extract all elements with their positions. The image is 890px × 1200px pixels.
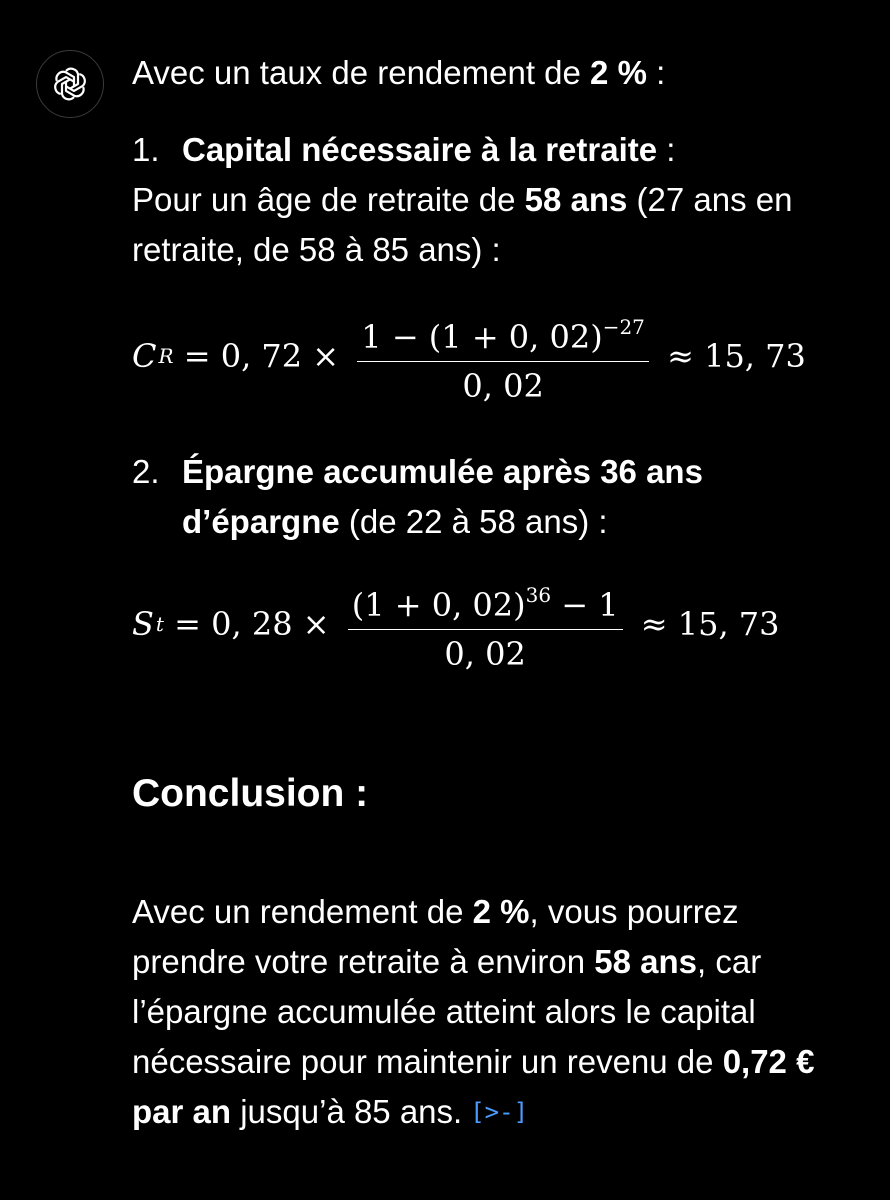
list-item-2-title: Épargne accumulée après 36 ans d’épargne xyxy=(182,453,703,540)
formula-2-numerator-tail: − 1 xyxy=(551,585,619,624)
assistant-avatar xyxy=(36,50,104,118)
intro-rate: 2 % xyxy=(590,54,647,91)
conclusion-part-4: jusqu’à 85 ans. xyxy=(231,1093,463,1130)
formula-2-denominator: 0, 02 xyxy=(444,634,526,673)
list-item-2-text-suffix: (de 22 à 58 ans) : xyxy=(339,503,608,540)
conclusion-age: 58 ans xyxy=(594,943,697,980)
formula-1-var: C xyxy=(132,337,157,375)
formula-2-numerator-text: (1 + 0, 02) xyxy=(351,585,526,624)
list-item-1-title-suffix: : xyxy=(657,131,676,168)
list-item-2 xyxy=(132,447,832,547)
list-item-2-body xyxy=(182,447,832,547)
intro-suffix: : xyxy=(646,54,666,91)
formula-1-sub: R xyxy=(158,344,174,368)
conclusion-part-1: Avec un rendement de xyxy=(132,893,473,930)
formula-1-result: ≈ 15, 73 xyxy=(656,337,806,375)
conclusion-part-2: , vous pourrez prendre votre retraite à environ xyxy=(132,893,739,980)
formula-capital xyxy=(132,281,832,431)
formula-savings xyxy=(132,549,832,699)
formula-2-result: ≈ 15, 73 xyxy=(630,605,780,643)
formula-1-exponent: −27 xyxy=(602,314,645,339)
formula-2-exponent: 36 xyxy=(525,582,552,607)
list-item-1-age: 58 ans xyxy=(524,181,628,218)
list-item-1 xyxy=(132,125,832,275)
conclusion-heading: Conclusion : xyxy=(132,772,369,815)
formula-2-numerator xyxy=(348,575,623,630)
intro-text xyxy=(132,48,832,98)
formula-1-fraction xyxy=(357,307,649,406)
conclusion-part-3: , car l’épargne accumulée atteint alors le capital nécessaire pour maintenir un revenu de xyxy=(132,943,762,1080)
formula-1-numerator-text: 1 − (1 + 0, 02) xyxy=(361,317,603,356)
list-item-1-title: Capital nécessaire à la retraite xyxy=(182,131,658,168)
list-number-1: 1. xyxy=(132,131,160,168)
formula-2-var: S xyxy=(132,605,154,643)
list-item-1-text-prefix: Pour un âge de retraite de xyxy=(132,181,525,218)
conclusion-income: 0,72 € par an xyxy=(132,1043,815,1130)
code-citation-icon[interactable]: [>-] xyxy=(470,1098,529,1126)
formula-1-denominator: 0, 02 xyxy=(462,366,544,405)
openai-logo-icon xyxy=(50,64,90,104)
formula-1-lhs: = 0, 72 × xyxy=(173,337,350,375)
formula-2-sub: t xyxy=(155,612,164,636)
formula-2-fraction xyxy=(348,575,623,674)
list-item-1-text-suffix: (27 ans en retraite, de 58 à 85 ans) : xyxy=(132,181,793,268)
conclusion-rate: 2 % xyxy=(472,893,530,930)
list-number-2: 2. xyxy=(132,453,160,490)
intro-prefix: Avec un taux de rendement de xyxy=(132,54,591,91)
formula-2-lhs: = 0, 28 × xyxy=(163,605,340,643)
conclusion-text xyxy=(132,887,832,1137)
formula-1-numerator xyxy=(357,307,649,362)
assistant-message xyxy=(132,48,832,1137)
